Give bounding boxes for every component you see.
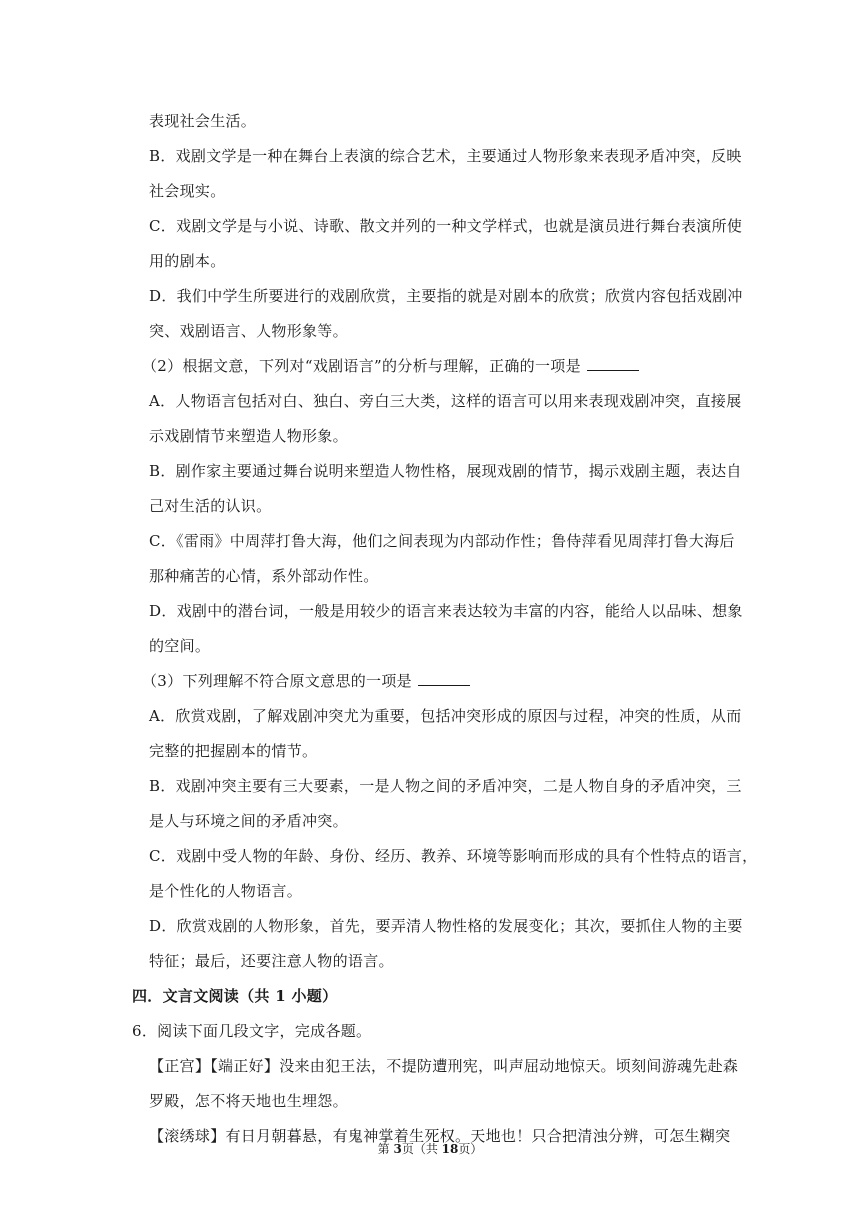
question-text: （2）根据文意，下列对“戏剧语言”的分析与理解，正确的一项是 (142, 357, 581, 375)
text-line: C．戏剧中受人物的年龄、身份、经历、教养、环境等影响而形成的具有个性特点的语言， (149, 847, 758, 865)
footer-prefix: 第 (377, 1142, 394, 1156)
section-heading: 四．文言文阅读（共 1 小题） (132, 987, 338, 1005)
text-line: C．《雷雨》中周萍打鲁大海，他们之间表现为内部动作性；鲁侍萍看见周萍打鲁大海后 (149, 532, 735, 550)
question-2-stem (142, 356, 639, 376)
text-line: 突、戏剧语言、人物形象等。 (149, 322, 348, 340)
text-line: 己对生活的认识。 (149, 497, 272, 515)
text-line: 表现社会生活。 (149, 112, 257, 130)
answer-blank (587, 356, 639, 371)
text-line: 社会现实。 (149, 182, 226, 200)
text-line: A．欣赏戏剧，了解戏剧冲突尤为重要，包括冲突形成的原因与过程，冲突的性质，从而 (149, 707, 742, 725)
footer-mid: 页（共 (401, 1142, 442, 1156)
text-line: 的空间。 (149, 637, 211, 655)
page-footer (0, 1141, 860, 1157)
page-total: 18 (441, 1142, 459, 1156)
text-line: 【滚绣球】有日月朝暮悬，有鬼神掌着生死权。天地也！只合把清浊分辨，可怎生糊突 (149, 1127, 731, 1145)
text-line: 那种痛苦的心情，系外部动作性。 (149, 567, 379, 585)
page-number: 3 (393, 1142, 402, 1156)
text-line: 【正宫】【端正好】没来由犯王法，不提防遭刑宪，叫声屈动地惊天。顷刻间游魂先赴森 (149, 1057, 739, 1075)
footer-suffix: 页） (458, 1142, 483, 1156)
text-line: 用的剧本。 (149, 252, 226, 270)
text-line: C．戏剧文学是与小说、诗歌、散文并列的一种文学样式，也就是演员进行舞台表演所使 (149, 217, 743, 235)
text-line: D．戏剧中的潜台词，一般是用较少的语言来表达较为丰富的内容，能给人以品味、想象 (149, 602, 743, 620)
answer-blank (418, 671, 470, 686)
text-line: 特征；最后，还要注意人物的语言。 (149, 952, 394, 970)
text-line: D．欣赏戏剧的人物形象，首先，要弄清人物性格的发展变化；其次，要抓住人物的主要 (149, 917, 743, 935)
text-line: 罗殿，怎不将天地也生埋怨。 (149, 1092, 348, 1110)
text-line: 示戏剧情节来塑造人物形象。 (149, 427, 348, 445)
text-line: D．我们中学生所要进行的戏剧欣赏，主要指的就是对剧本的欣赏；欣赏内容包括戏剧冲 (149, 287, 743, 305)
text-line: 是个性化的人物语言。 (149, 882, 303, 900)
question-text: （3）下列理解不符合原文意思的一项是 (142, 672, 412, 690)
text-line: 完整的把握剧本的情节。 (149, 742, 318, 760)
question-6-stem: 6．阅读下面几段文字，完成各题。 (132, 1022, 372, 1040)
text-line: 是人与环境之间的矛盾冲突。 (149, 812, 348, 830)
text-line: B．戏剧冲突主要有三大要素，一是人物之间的矛盾冲突，二是人物自身的矛盾冲突，三 (149, 777, 742, 795)
text-line: B．剧作家主要通过舞台说明来塑造人物性格，展现戏剧的情节，揭示戏剧主题，表达自 (149, 462, 742, 480)
text-line: A．人物语言包括对白、独白、旁白三大类，这样的语言可以用来表现戏剧冲突，直接展 (149, 392, 742, 410)
text-line: B．戏剧文学是一种在舞台上表演的综合艺术，主要通过人物形象来表现矛盾冲突，反映 (149, 147, 742, 165)
question-3-stem (142, 671, 470, 691)
